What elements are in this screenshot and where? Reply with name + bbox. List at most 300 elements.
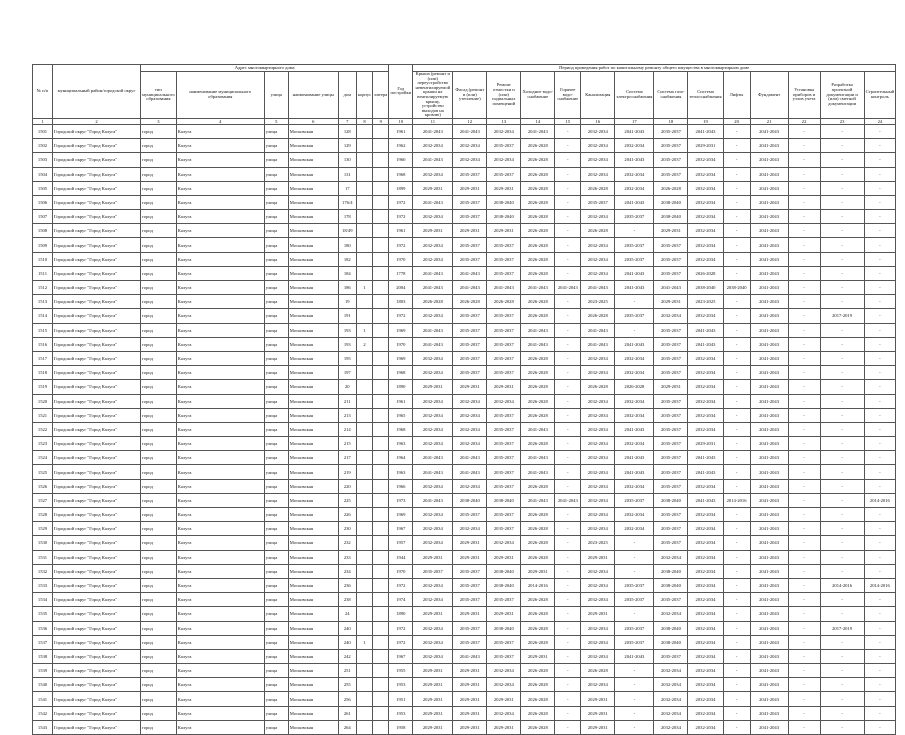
table-cell: 2038-2040 — [453, 493, 487, 507]
table-cell: Городской округ "Город Калуга" — [53, 508, 141, 522]
table-cell: 215 — [338, 437, 356, 451]
table-cell — [356, 252, 372, 266]
table-cell — [356, 578, 372, 592]
table-cell: Московская — [288, 422, 338, 436]
table-cell: 2041-2043 — [688, 465, 723, 479]
table-cell: 2026-2028 — [688, 266, 723, 280]
table-cell: 2029-2031 — [487, 692, 521, 706]
table-cell: - — [864, 479, 896, 493]
table-cell: Калуга — [176, 167, 264, 181]
table-cell — [356, 266, 372, 280]
table-cell — [373, 309, 389, 323]
column-number: 17 — [615, 118, 654, 124]
table-cell: - — [555, 295, 581, 309]
table-cell: 2035-2037 — [615, 210, 654, 224]
table-cell: город — [141, 649, 177, 663]
table-cell: 182 — [338, 252, 356, 266]
table-cell: 2035-2037 — [487, 649, 521, 663]
table-cell: 2035-2037 — [487, 266, 521, 280]
table-cell: - — [820, 124, 864, 138]
table-cell: 2035-2037 — [615, 238, 654, 252]
table-cell: 2041-2043 — [453, 124, 487, 138]
table-cell: 2032-2034 — [581, 394, 615, 408]
table-cell: 2026-2028 — [521, 664, 555, 678]
table-cell: - — [864, 422, 896, 436]
table-cell: 2026-2028 — [521, 309, 555, 323]
table-cell: 1538 — [33, 649, 53, 663]
table-cell: 1963 — [389, 437, 413, 451]
table-cell: 2041-2043 — [750, 493, 788, 507]
table-cell: 2014-2016 — [864, 578, 896, 592]
header-letter: литера — [373, 72, 389, 119]
table-cell: 2041-2043 — [750, 451, 788, 465]
table-cell: - — [555, 394, 581, 408]
table-cell: город — [141, 139, 177, 153]
table-cell: улица — [264, 224, 288, 238]
table-cell: 1526 — [33, 479, 53, 493]
table-cell: - — [864, 437, 896, 451]
table-cell: - — [723, 706, 750, 720]
table-cell — [356, 351, 372, 365]
table-cell: - — [820, 536, 864, 550]
table-cell: 251 — [338, 664, 356, 678]
table-cell: - — [864, 720, 896, 734]
table-cell: 2041-2043 — [750, 593, 788, 607]
table-cell: 2032-2034 — [615, 394, 654, 408]
table-cell: 2035-2037 — [453, 238, 487, 252]
header-roof: Крыша (ремонт и (или) переустройство невентилируемой крыши на вентилируемую крышу, устройство выходов на кровлю) — [413, 72, 453, 119]
table-cell: 2041-2043 — [750, 337, 788, 351]
table-cell — [356, 465, 372, 479]
table-cell: город — [141, 578, 177, 592]
table-cell: 1518 — [33, 366, 53, 380]
table-row — [33, 238, 896, 252]
table-row — [33, 578, 896, 592]
table-cell: - — [555, 451, 581, 465]
table-cell: 1540 — [33, 678, 53, 692]
table-row — [33, 564, 896, 578]
table-cell — [373, 252, 389, 266]
table-cell: улица — [264, 720, 288, 734]
table-cell: Калуга — [176, 295, 264, 309]
table-cell: 214 — [338, 422, 356, 436]
table-cell: - — [864, 366, 896, 380]
table-cell: 1527 — [33, 493, 53, 507]
table-cell: 2032-2034 — [581, 564, 615, 578]
table-cell: Городской округ "Город Калуга" — [53, 720, 141, 734]
table-cell: 2026-2028 — [615, 380, 654, 394]
table-cell: 2014-2016 — [820, 578, 864, 592]
table-cell: 2041-2043 — [615, 451, 654, 465]
table-cell — [373, 451, 389, 465]
table-cell: 2032-2034 — [654, 309, 688, 323]
table-cell: 2035-2037 — [487, 323, 521, 337]
table-cell: 2041-2043 — [750, 238, 788, 252]
header-mo-type: тип муниципального образования — [141, 72, 177, 119]
table-cell: - — [555, 607, 581, 621]
table-cell: 2035-2037 — [654, 451, 688, 465]
table-cell: 1944 — [389, 550, 413, 564]
table-cell — [373, 380, 389, 394]
table-cell: 1972 — [389, 635, 413, 649]
table-cell: - — [820, 210, 864, 224]
table-cell: город — [141, 224, 177, 238]
table-cell: - — [788, 351, 820, 365]
table-cell: 2026-2028 — [521, 266, 555, 280]
table-cell — [373, 266, 389, 280]
table-cell: 2032-2034 — [615, 139, 654, 153]
table-cell: - — [788, 309, 820, 323]
table-cell — [356, 678, 372, 692]
table-cell: Калуга — [176, 351, 264, 365]
table-cell: - — [820, 337, 864, 351]
table-cell: 2032-2034 — [487, 664, 521, 678]
table-cell: 2026-2028 — [521, 252, 555, 266]
table-cell: 2032-2034 — [581, 351, 615, 365]
table-row — [33, 692, 896, 706]
table-cell — [373, 649, 389, 663]
table-cell: Городской округ "Город Калуга" — [53, 394, 141, 408]
table-cell: - — [820, 394, 864, 408]
table-cell: 2026-2028 — [521, 522, 555, 536]
table-cell: улица — [264, 706, 288, 720]
table-cell: 2032-2034 — [453, 153, 487, 167]
table-cell: - — [820, 422, 864, 436]
table-cell: 2035-2037 — [453, 252, 487, 266]
table-cell: 2035-2037 — [487, 465, 521, 479]
table-cell: 1972 — [389, 309, 413, 323]
table-cell — [356, 380, 372, 394]
table-cell: город — [141, 309, 177, 323]
table-cell — [373, 337, 389, 351]
table-cell: - — [555, 479, 581, 493]
table-cell: - — [788, 224, 820, 238]
table-cell: 220 — [338, 479, 356, 493]
table-cell — [373, 366, 389, 380]
table-cell: - — [723, 380, 750, 394]
table-cell: 2035-2037 — [487, 522, 521, 536]
table-cell: - — [723, 593, 750, 607]
table-cell: 2035-2037 — [487, 635, 521, 649]
table-cell: 2041-2043 — [413, 281, 453, 295]
table-cell: 2026-2028 — [521, 550, 555, 564]
table-cell: Городской округ "Город Калуга" — [53, 550, 141, 564]
table-cell: 2041-2043 — [750, 465, 788, 479]
table-cell: 2032-2034 — [581, 408, 615, 422]
table-cell: - — [723, 266, 750, 280]
table-cell: 2029-2031 — [413, 607, 453, 621]
table-cell: 2032-2034 — [688, 351, 723, 365]
table-cell — [373, 124, 389, 138]
table-cell: Калуга — [176, 266, 264, 280]
table-cell: 1542 — [33, 706, 53, 720]
table-cell: 2032-2034 — [688, 181, 723, 195]
table-cell: - — [820, 437, 864, 451]
table-cell: 2029-2031 — [487, 380, 521, 394]
header-basement: Ремонт отмостки и (или) подвальных помещений — [487, 72, 521, 119]
table-cell: - — [864, 664, 896, 678]
table-cell: 2032-2034 — [581, 479, 615, 493]
table-cell: - — [788, 210, 820, 224]
table-cell: 2029-2031 — [453, 692, 487, 706]
table-cell: 2032-2034 — [688, 252, 723, 266]
table-cell: Калуга — [176, 422, 264, 436]
table-cell: - — [864, 536, 896, 550]
table-cell: город — [141, 167, 177, 181]
table-cell: - — [788, 394, 820, 408]
table-cell: 2032-2034 — [453, 422, 487, 436]
table-cell: 2035-2037 — [487, 408, 521, 422]
table-cell — [356, 451, 372, 465]
table-cell: город — [141, 706, 177, 720]
table-cell: город — [141, 323, 177, 337]
table-cell — [373, 394, 389, 408]
table-row — [33, 224, 896, 238]
table-cell: 2038-2040 — [487, 564, 521, 578]
table-cell: 1963 — [389, 465, 413, 479]
table-cell: город — [141, 635, 177, 649]
table-cell: 2026-2028 — [581, 224, 615, 238]
table-cell: 2029-2031 — [413, 720, 453, 734]
table-cell: Калуга — [176, 508, 264, 522]
table-cell: 2041-2043 — [453, 649, 487, 663]
table-cell: 2041-2043 — [521, 337, 555, 351]
table-row — [33, 493, 896, 507]
table-cell: - — [820, 508, 864, 522]
table-cell: 2032-2034 — [581, 451, 615, 465]
table-cell: 2029-2031 — [581, 692, 615, 706]
table-cell: - — [723, 351, 750, 365]
table-row — [33, 664, 896, 678]
table-cell: 2029-2031 — [413, 678, 453, 692]
table-cell: 2035-2037 — [654, 508, 688, 522]
table-cell: 129 — [338, 139, 356, 153]
table-cell: 1536 — [33, 621, 53, 635]
table-cell: 2041-2043 — [413, 323, 453, 337]
table-cell: - — [820, 323, 864, 337]
table-cell: 1522 — [33, 422, 53, 436]
table-cell: 1525 — [33, 465, 53, 479]
table-cell: 2041-2043 — [555, 493, 581, 507]
table-cell: 193 — [338, 337, 356, 351]
table-cell: 2029-2031 — [413, 692, 453, 706]
table-cell: 176/4 — [338, 195, 356, 209]
table-cell: Городской округ "Город Калуга" — [53, 451, 141, 465]
table-cell: - — [723, 195, 750, 209]
table-cell: 24 — [338, 607, 356, 621]
table-cell: 2038-2040 — [723, 281, 750, 295]
table-cell: 1890 — [389, 607, 413, 621]
table-cell: 233 — [338, 550, 356, 564]
table-cell: 2041-2043 — [615, 337, 654, 351]
table-row — [33, 323, 896, 337]
table-cell — [356, 649, 372, 663]
table-cell: - — [723, 394, 750, 408]
table-cell: улица — [264, 210, 288, 224]
table-cell: 2026-2028 — [521, 536, 555, 550]
table-cell: 2041-2043 — [615, 153, 654, 167]
table-cell: 2032-2034 — [688, 380, 723, 394]
table-cell: улица — [264, 564, 288, 578]
table-cell: 2026-2028 — [654, 181, 688, 195]
table-cell: город — [141, 564, 177, 578]
table-cell: Городской округ "Город Калуга" — [53, 153, 141, 167]
table-cell: улица — [264, 238, 288, 252]
header-construction-control: Строительный контроль — [864, 72, 896, 119]
table-cell: - — [820, 252, 864, 266]
table-cell: 2032-2034 — [581, 508, 615, 522]
table-cell: Городской округ "Город Калуга" — [53, 295, 141, 309]
table-cell: Московская — [288, 664, 338, 678]
table-cell: - — [864, 522, 896, 536]
table-cell: 2032-2034 — [413, 309, 453, 323]
table-cell: 1 — [356, 323, 372, 337]
table-cell: Московская — [288, 224, 338, 238]
table-cell: 2035-2037 — [487, 167, 521, 181]
table-cell: 1964 — [389, 451, 413, 465]
table-cell: - — [820, 493, 864, 507]
table-cell: 2035-2037 — [615, 635, 654, 649]
table-cell: Московская — [288, 323, 338, 337]
table-cell: Московская — [288, 692, 338, 706]
table-cell: 2032-2034 — [413, 649, 453, 663]
table-cell: 2032-2034 — [688, 578, 723, 592]
table-cell: 2041-2043 — [750, 210, 788, 224]
table-cell: 2035-2037 — [654, 649, 688, 663]
table-cell: 2029-2031 — [521, 649, 555, 663]
table-cell: - — [723, 366, 750, 380]
table-cell: Городской округ "Город Калуга" — [53, 351, 141, 365]
table-cell: 2035-2037 — [487, 422, 521, 436]
table-row — [33, 479, 896, 493]
table-cell: 2041-2043 — [750, 536, 788, 550]
table-cell: - — [723, 522, 750, 536]
table-cell: 2035-2037 — [615, 593, 654, 607]
table-cell: 1516 — [33, 337, 53, 351]
table-cell — [373, 224, 389, 238]
table-cell: - — [820, 451, 864, 465]
table-cell — [356, 720, 372, 734]
table-cell: 2038-2040 — [654, 210, 688, 224]
table-cell: - — [788, 380, 820, 394]
table-cell: 2026-2028 — [521, 224, 555, 238]
table-cell: город — [141, 678, 177, 692]
table-cell: Городской округ "Город Калуга" — [53, 422, 141, 436]
table-cell: 2032-2034 — [688, 720, 723, 734]
table-cell: Московская — [288, 124, 338, 138]
column-number: 2 — [53, 118, 141, 124]
table-cell: 2032-2034 — [654, 550, 688, 564]
table-cell: город — [141, 195, 177, 209]
table-cell: 2032-2034 — [654, 692, 688, 706]
table-cell: 2041-2043 — [750, 564, 788, 578]
table-row — [33, 678, 896, 692]
table-cell: Городской округ "Город Калуга" — [53, 706, 141, 720]
table-row — [33, 181, 896, 195]
table-cell: 1951 — [389, 692, 413, 706]
table-cell — [356, 664, 372, 678]
table-cell: 2035-2037 — [487, 508, 521, 522]
table-cell: 1974 — [389, 593, 413, 607]
column-number: 13 — [487, 118, 521, 124]
table-row — [33, 380, 896, 394]
column-number: 7 — [338, 118, 356, 124]
table-cell: - — [864, 678, 896, 692]
table-cell: - — [820, 351, 864, 365]
table-cell: 2035-2037 — [615, 493, 654, 507]
column-number: 12 — [453, 118, 487, 124]
table-cell: улица — [264, 479, 288, 493]
table-cell: 2041-2043 — [615, 422, 654, 436]
table-cell: Городской округ "Город Калуга" — [53, 366, 141, 380]
table-cell: - — [723, 167, 750, 181]
column-number: 9 — [373, 118, 389, 124]
table-cell: 2041-2043 — [750, 578, 788, 592]
table-cell: - — [788, 422, 820, 436]
table-cell: улица — [264, 266, 288, 280]
table-cell: улица — [264, 692, 288, 706]
table-cell: - — [864, 238, 896, 252]
table-cell — [356, 195, 372, 209]
table-cell: 255 — [338, 678, 356, 692]
table-cell: Московская — [288, 479, 338, 493]
table-cell: 2029-2031 — [688, 139, 723, 153]
table-cell: 217 — [338, 451, 356, 465]
table-cell: - — [820, 167, 864, 181]
table-cell: 2032-2034 — [615, 167, 654, 181]
table-cell — [373, 522, 389, 536]
table-cell: 2035-2037 — [453, 366, 487, 380]
table-cell: - — [555, 621, 581, 635]
table-cell: 1529 — [33, 522, 53, 536]
table-cell: 2041-2043 — [750, 635, 788, 649]
table-cell — [356, 224, 372, 238]
column-number: 14 — [521, 118, 555, 124]
table-cell: - — [555, 593, 581, 607]
table-cell: город — [141, 238, 177, 252]
header-building: корпус — [356, 72, 372, 119]
table-cell: 1970 — [389, 564, 413, 578]
table-cell: улица — [264, 337, 288, 351]
table-cell: - — [788, 508, 820, 522]
table-row — [33, 295, 896, 309]
table-cell — [373, 210, 389, 224]
table-cell: 2029-2031 — [688, 437, 723, 451]
table-cell: 2038-2040 — [688, 281, 723, 295]
table-cell: - — [555, 181, 581, 195]
table-cell: город — [141, 422, 177, 436]
table-cell: 2026-2028 — [521, 607, 555, 621]
table-cell: Московская — [288, 366, 338, 380]
table-cell: - — [788, 181, 820, 195]
table-cell: улица — [264, 394, 288, 408]
table-cell — [373, 465, 389, 479]
table-cell: улица — [264, 607, 288, 621]
table-cell: - — [788, 564, 820, 578]
column-number: 16 — [581, 118, 615, 124]
table-cell: - — [555, 351, 581, 365]
table-cell: 130 — [338, 153, 356, 167]
table-cell: Городской округ "Город Калуга" — [53, 167, 141, 181]
table-cell — [356, 522, 372, 536]
table-cell: 2026-2028 — [521, 153, 555, 167]
table-cell: 2035-2037 — [487, 593, 521, 607]
table-cell: 2032-2034 — [688, 692, 723, 706]
column-number: 6 — [288, 118, 338, 124]
table-cell: 2029-2031 — [581, 550, 615, 564]
table-cell: - — [555, 508, 581, 522]
table-cell: Городской округ "Город Калуга" — [53, 678, 141, 692]
